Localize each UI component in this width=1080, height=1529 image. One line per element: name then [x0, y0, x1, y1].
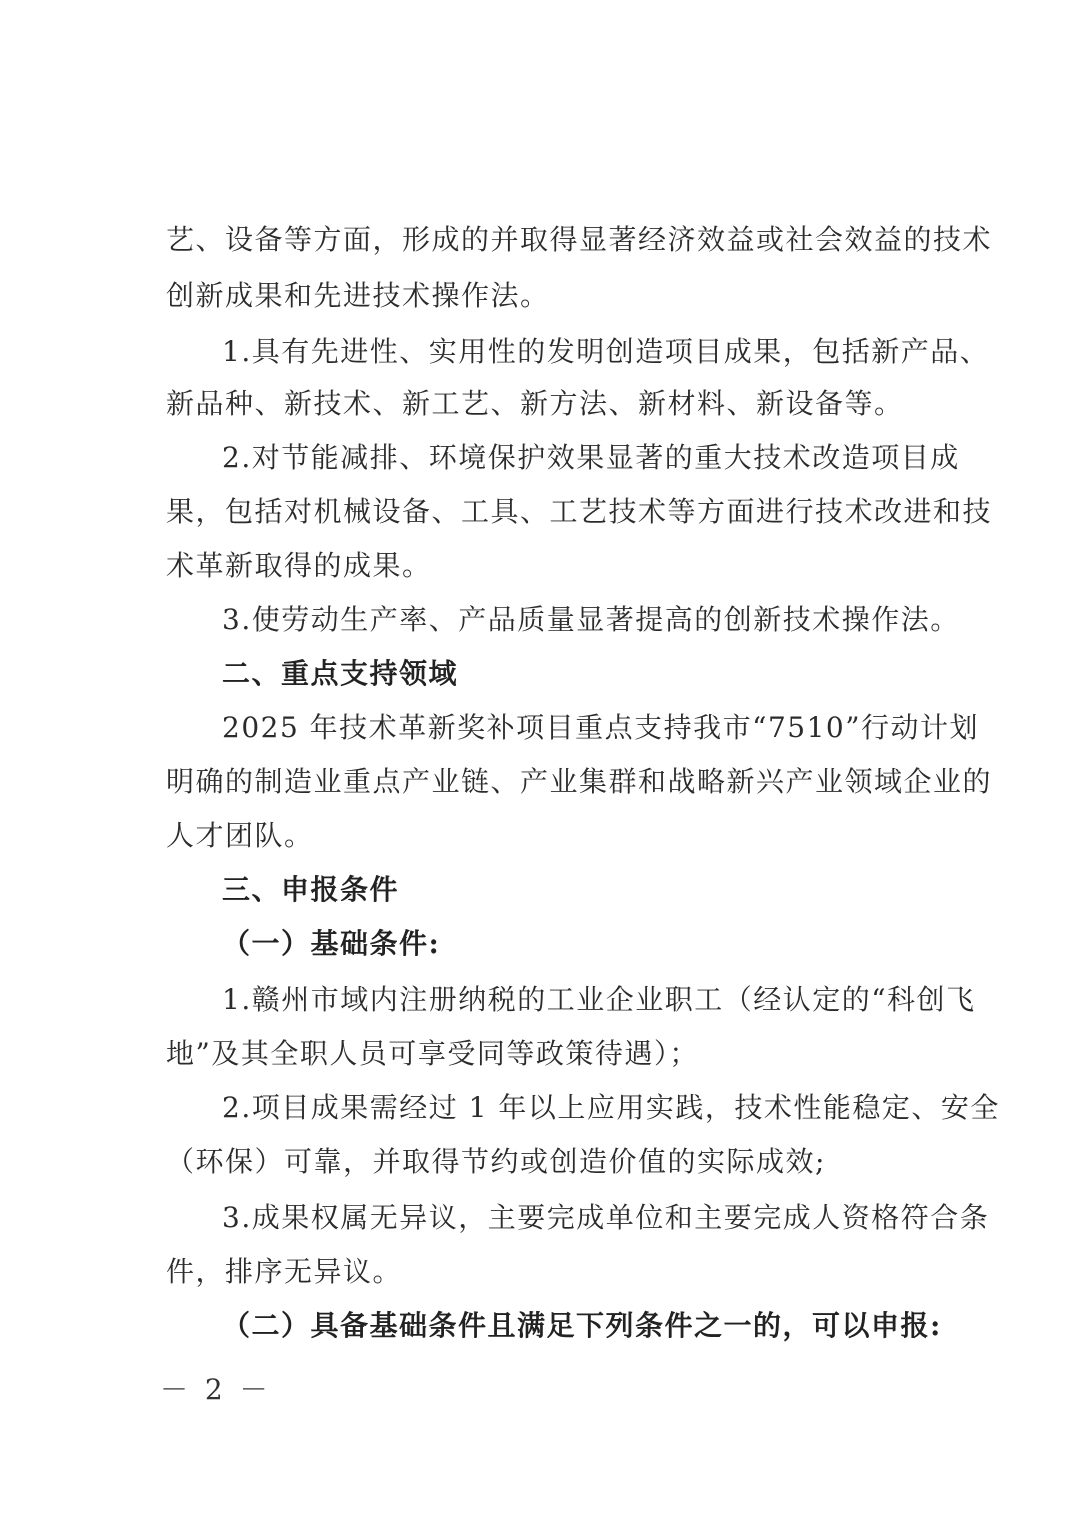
- list-item-3: 3.使劳动生产率、产品质量显著提高的创新技术操作法。: [222, 603, 960, 636]
- condition-1-line-1: 1.赣州市域内注册纳税的工业企业职工（经认定的“科创飞: [222, 983, 976, 1016]
- subsection-heading-2: （二）具备基础条件且满足下列条件之一的，可以申报:: [222, 1309, 942, 1342]
- condition-3-line-1: 3.成果权属无异议，主要完成单位和主要完成人资格符合条: [222, 1201, 990, 1234]
- body-line-2: 创新成果和先进技术操作法。: [166, 279, 550, 312]
- condition-3-line-2: 件，排序无异议。: [166, 1255, 403, 1288]
- list-item-1-line-2: 新品种、新技术、新工艺、新方法、新材料、新设备等。: [166, 387, 904, 420]
- body-line-1: 艺、设备等方面，形成的并取得显著经济效益或社会效益的技术: [166, 223, 993, 256]
- condition-2-line-2: （环保）可靠，并取得节约或创造价值的实际成效;: [166, 1145, 826, 1178]
- section-2-line-1: 2025 年技术革新奖补项目重点支持我市“7510”行动计划: [222, 711, 980, 744]
- section-2-line-2: 明确的制造业重点产业链、产业集群和战略新兴产业领域企业的: [166, 765, 993, 798]
- list-item-1-line-1: 1.具有先进性、实用性的发明创造项目成果，包括新产品、: [222, 335, 990, 368]
- section-heading-3: 三、申报条件: [222, 873, 400, 906]
- condition-2-line-1: 2.项目成果需经过 1 年以上应用实践，技术性能稳定、安全: [222, 1091, 1000, 1124]
- list-item-2-line-3: 术革新取得的成果。: [166, 549, 432, 582]
- list-item-2-line-2: 果，包括对机械设备、工具、工艺技术等方面进行技术改进和技: [166, 495, 993, 528]
- subsection-heading-1: （一）基础条件:: [222, 927, 441, 960]
- section-heading-2: 二、重点支持领域: [222, 657, 459, 690]
- page-number: － 2 －: [160, 1373, 272, 1406]
- list-item-2-line-1: 2.对节能减排、环境保护效果显著的重大技术改造项目成: [222, 441, 960, 474]
- section-2-line-3: 人才团队。: [166, 819, 314, 852]
- condition-1-line-2: 地”及其全职人员可享受同等政策待遇）；: [166, 1037, 699, 1070]
